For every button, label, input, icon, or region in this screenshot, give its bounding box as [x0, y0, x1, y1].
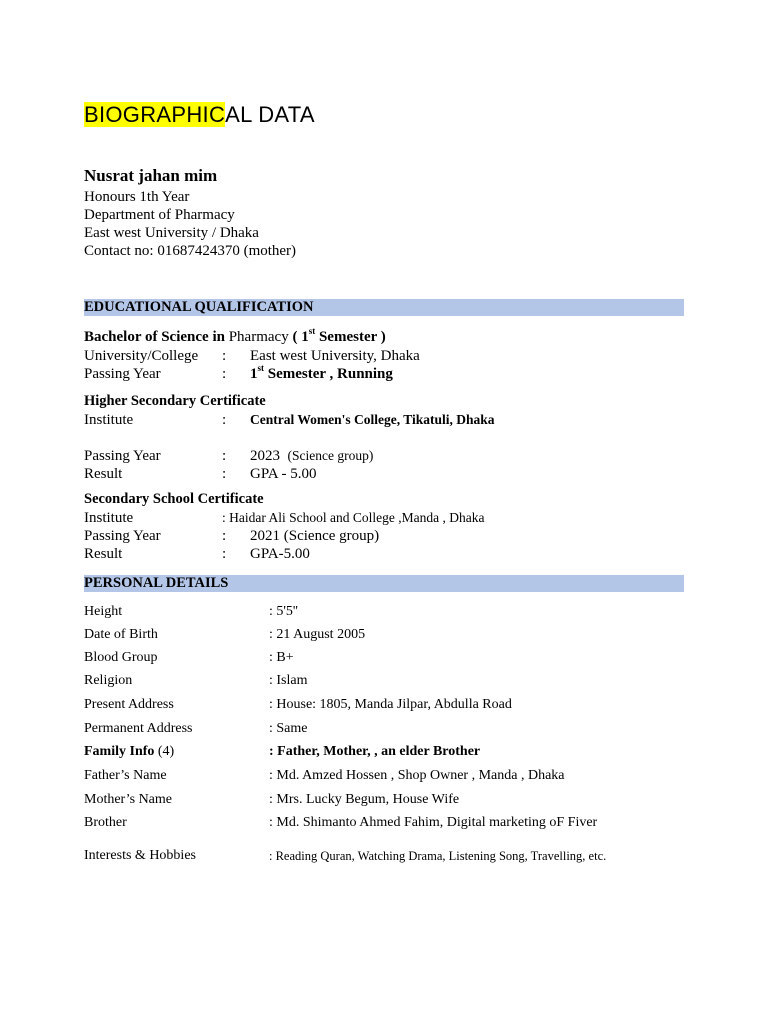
colon: : [222, 546, 227, 562]
ssc-result-value: GPA-5.00 [250, 546, 310, 562]
hsc-year: 2023 [250, 448, 280, 464]
bachelor-subject: Pharmacy [224, 329, 293, 345]
family-info-label-bold: Family Info [84, 744, 155, 759]
hsc-passing-label: Passing Year [84, 448, 161, 464]
hobbies-label: Interests & Hobbies [84, 848, 196, 863]
dob-label: Date of Birth [84, 627, 158, 642]
hsc-group: (Science group) [287, 448, 374, 463]
ssc-passing-label: Passing Year [84, 528, 161, 544]
hobbies-value: : Reading Quran, Watching Drama, Listening Song, Travelling, etc. [269, 849, 607, 863]
father-name-label: Father’s Name [84, 768, 167, 783]
hsc-passing-value [250, 447, 373, 465]
university-value: East west University, Dhaka [250, 348, 420, 364]
present-address-value: : House: 1805, Manda Jilpar, Abdulla Road [269, 697, 512, 712]
ssc-institute-label: Institute [84, 510, 134, 526]
colon: : [222, 412, 227, 428]
title-rest: AL DATA [225, 102, 315, 127]
study-year: Honours 1th Year [84, 189, 190, 205]
university: East west University / Dhaka [84, 225, 259, 241]
personal-heading: PERSONAL DETAILS [84, 575, 229, 591]
colon: : [222, 366, 227, 382]
bachelor-semester-sup: st [308, 326, 316, 336]
hsc-institute-value: Central Women's College, Tikatuli, Dhaka [250, 412, 495, 427]
hsc-result-value: GPA - 5.00 [250, 466, 317, 482]
bachelor-passing-label: Passing Year [84, 366, 161, 382]
hsc-institute-label: Institute [84, 412, 134, 428]
height-value: : 5'5'' [269, 604, 298, 619]
education-section-bar [84, 299, 684, 316]
brother-value: : Md. Shimanto Ahmed Fahim, Digital marketing oF Fiver [269, 815, 598, 830]
religion-label: Religion [84, 673, 133, 688]
bachelor-semester-rest: Semester ) [315, 329, 386, 345]
family-info-label [84, 743, 174, 760]
passing-semester-sup: st [257, 363, 264, 373]
brother-label: Brother [84, 815, 127, 830]
bachelor-prefix: Bachelor of Science in [84, 329, 225, 345]
permanent-address-label: Permanent Address [84, 721, 193, 736]
hsc-result-label: Result [84, 466, 123, 482]
hsc-heading: Higher Secondary Certificate [84, 393, 266, 409]
bachelor-semester-num: ( 1 [292, 329, 309, 345]
bachelor-passing-value [250, 365, 393, 383]
height-label: Height [84, 604, 123, 619]
ssc-heading: Secondary School Certificate [84, 491, 264, 507]
personal-section-bar [84, 575, 684, 592]
university-label: University/College [84, 348, 199, 364]
blood-group-label: Blood Group [84, 650, 158, 665]
family-info-count: (4) [154, 744, 175, 759]
ssc-result-label: Result [84, 546, 123, 562]
colon: : [222, 466, 227, 482]
mother-name-label: Mother’s Name [84, 792, 172, 807]
ssc-passing-value: 2021 (Science group) [250, 528, 380, 544]
title-highlighted-part: BIOGRAPHIC [84, 102, 226, 127]
permanent-address-value: : Same [269, 721, 308, 736]
colon: : [222, 448, 227, 464]
education-heading: EDUCATIONAL QUALIFICATION [84, 299, 314, 315]
passing-semester-num: 1 [250, 366, 258, 382]
department: Department of Pharmacy [84, 207, 235, 223]
contact-number: Contact no: 01687424370 (mother) [84, 243, 297, 259]
religion-value: : Islam [269, 673, 308, 688]
family-info-value: : Father, Mother, , an elder Brother [269, 744, 481, 759]
father-name-value: : Md. Amzed Hossen , Shop Owner , Manda , Dhaka [269, 768, 565, 783]
student-name: Nusrat jahan mim [84, 166, 218, 185]
ssc-institute-value: : Haidar Ali School and College ,Manda , Dhaka [222, 510, 485, 525]
colon: : [222, 528, 227, 544]
bachelor-degree-line [84, 328, 386, 346]
page-title [84, 101, 315, 129]
blood-group-value: : B+ [269, 650, 294, 665]
colon: : [222, 348, 227, 364]
present-address-label: Present Address [84, 697, 174, 712]
mother-name-value: : Mrs. Lucky Begum, House Wife [269, 792, 460, 807]
passing-semester-rest: Semester , Running [264, 366, 393, 382]
dob-value: : 21 August 2005 [269, 627, 366, 642]
